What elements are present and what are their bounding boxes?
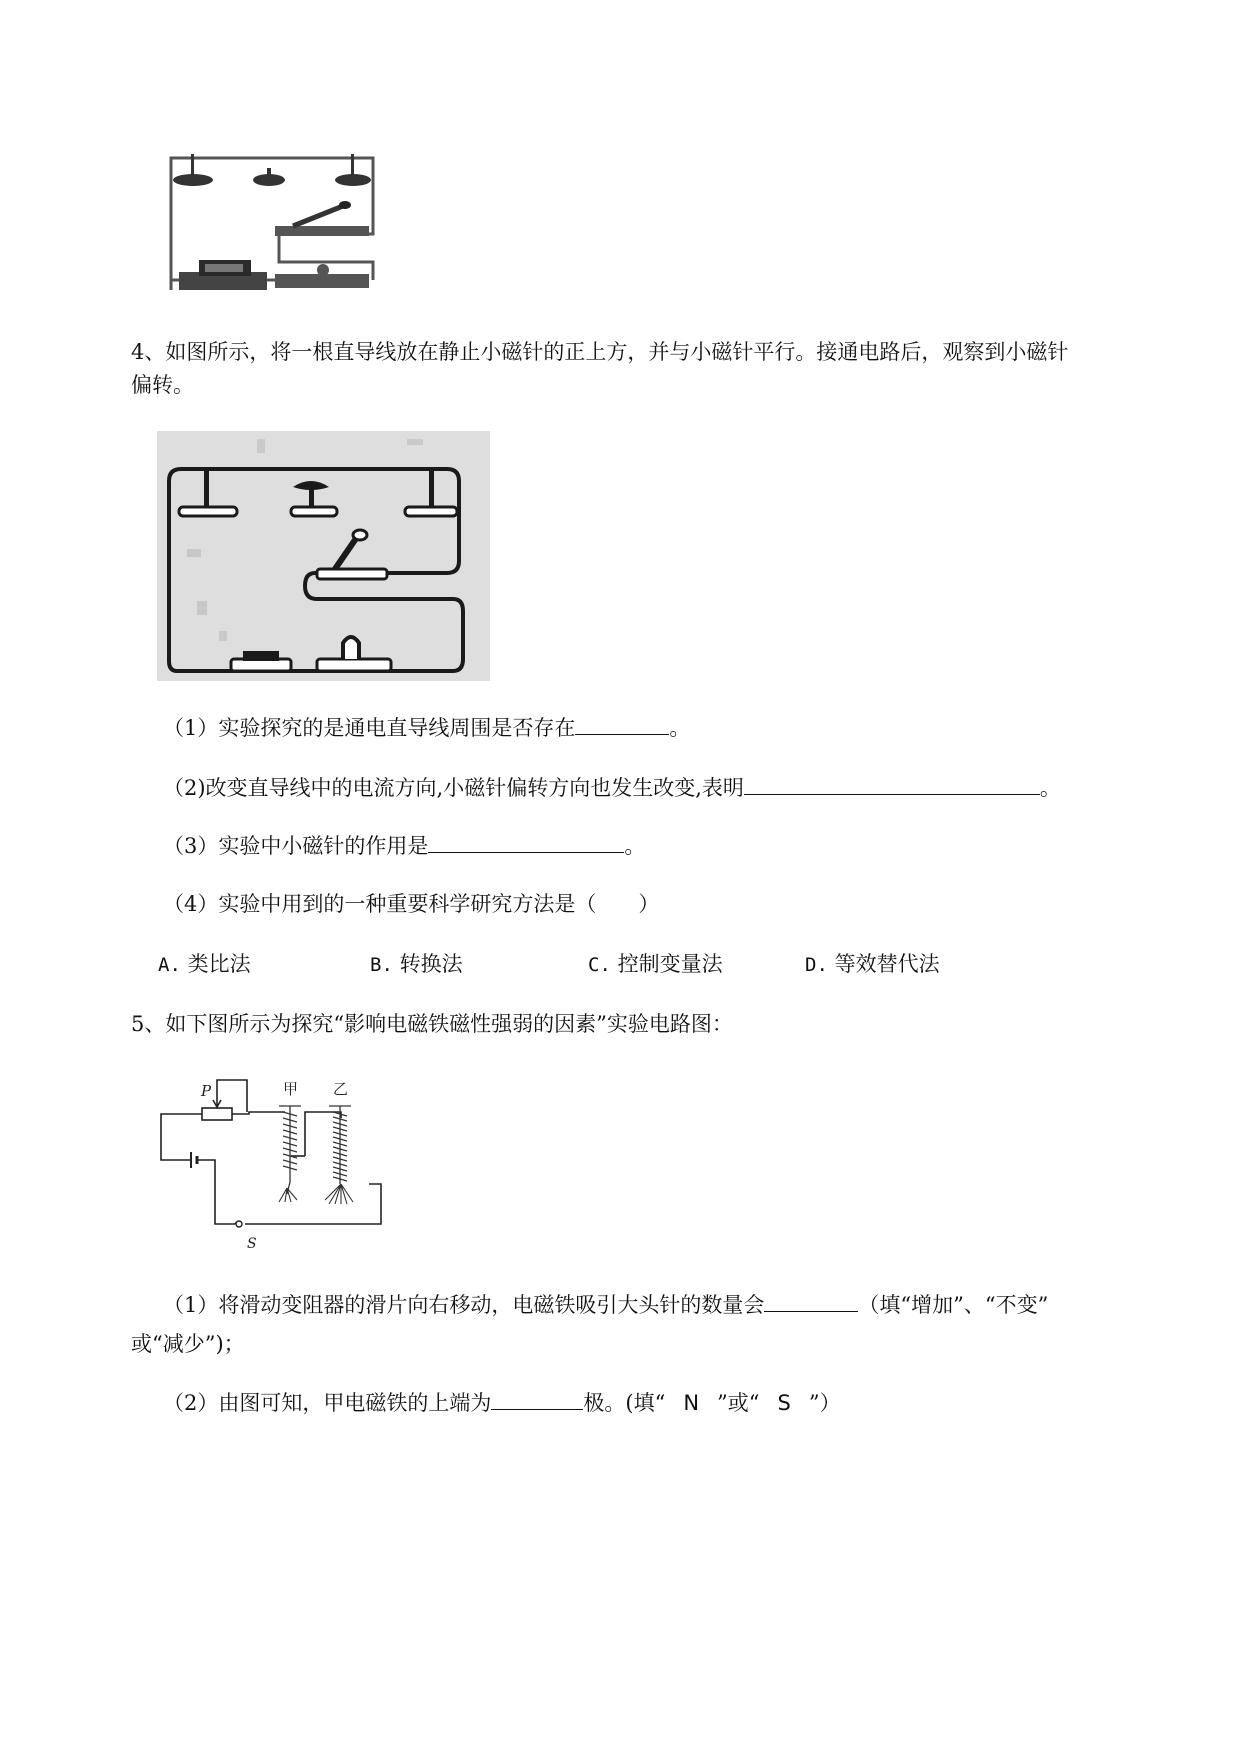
q5-sub2-text: （2）由图可知，甲电磁铁的上端为	[163, 1391, 492, 1415]
option-b-text: 转换法	[399, 952, 463, 976]
question-5-sub1-line2: 或“减少”)；	[131, 1332, 245, 1356]
q5-sub2-s: S	[777, 1391, 791, 1415]
q5-sub2-end: ”）	[808, 1391, 841, 1415]
question-4-line1: 4、如图所示，将一根直导线放在静止小磁针的正上方，并与小磁针平行。接通电路后，观察到小磁针	[131, 340, 1069, 364]
sub1-text: （1）实验探究的是通电直导线周围是否存在	[163, 716, 576, 740]
q5-sub1-text: （1）将滑动变阻器的滑片向右移动，电磁铁吸引大头针的数量会	[163, 1293, 765, 1317]
q5-sub1-answer-blank[interactable]	[764, 1289, 858, 1312]
question-4-sub4: （4）实验中用到的一种重要科学研究方法是（ ）	[163, 892, 660, 916]
q5-sub2-n: N	[683, 1391, 700, 1415]
option-d-letter: D.	[805, 954, 828, 976]
sub2-text: （2)改变直导线中的电流方向,小磁针偏转方向也发生改变,表明	[163, 776, 744, 800]
sub2-end: 。	[1039, 776, 1061, 800]
question-5-line1: 5、如下图所示为探究“影响电磁铁磁性强弱的因素”实验电路图：	[131, 1012, 733, 1036]
sub3-answer-blank[interactable]	[428, 830, 624, 853]
question-5-sub1	[163, 1289, 1048, 1321]
option-c[interactable]	[588, 948, 723, 981]
circuit-figure-scanned	[157, 431, 490, 681]
question-4-line2: 偏转。	[131, 373, 194, 397]
option-a[interactable]	[158, 948, 251, 981]
option-a-letter: A.	[158, 954, 181, 976]
option-a-text: 类比法	[187, 952, 251, 976]
label-jia: 甲	[283, 1080, 299, 1098]
sub3-text: （3）实验中小磁针的作用是	[163, 834, 429, 858]
option-d[interactable]	[805, 948, 940, 981]
q5-sub2-hint: 极。(填“	[583, 1391, 666, 1415]
label-yi: 乙	[333, 1080, 349, 1098]
sub1-answer-blank[interactable]	[575, 712, 669, 735]
option-b-letter: B.	[370, 954, 393, 976]
circuit-figure-top	[163, 150, 379, 298]
question-4-sub3	[163, 830, 645, 862]
electromagnet-circuit-diagram	[155, 1072, 391, 1252]
option-d-text: 等效替代法	[834, 952, 940, 976]
sub3-end: 。	[624, 834, 646, 858]
option-c-letter: C.	[588, 954, 611, 976]
sub2-answer-blank[interactable]	[744, 772, 1040, 795]
sub1-end: 。	[669, 716, 691, 740]
q5-sub2-answer-blank[interactable]	[491, 1387, 583, 1410]
q5-sub2-or: ”或“	[717, 1391, 760, 1415]
question-4-sub2	[163, 772, 1061, 804]
label-p: P	[201, 1082, 212, 1100]
q5-sub1-hint: （填“增加”、“不变”	[858, 1293, 1049, 1317]
option-c-text: 控制变量法	[617, 952, 723, 976]
option-b[interactable]	[370, 948, 463, 981]
label-s: S	[247, 1236, 257, 1252]
question-5-sub2	[163, 1387, 841, 1419]
question-4-sub1	[163, 712, 690, 744]
